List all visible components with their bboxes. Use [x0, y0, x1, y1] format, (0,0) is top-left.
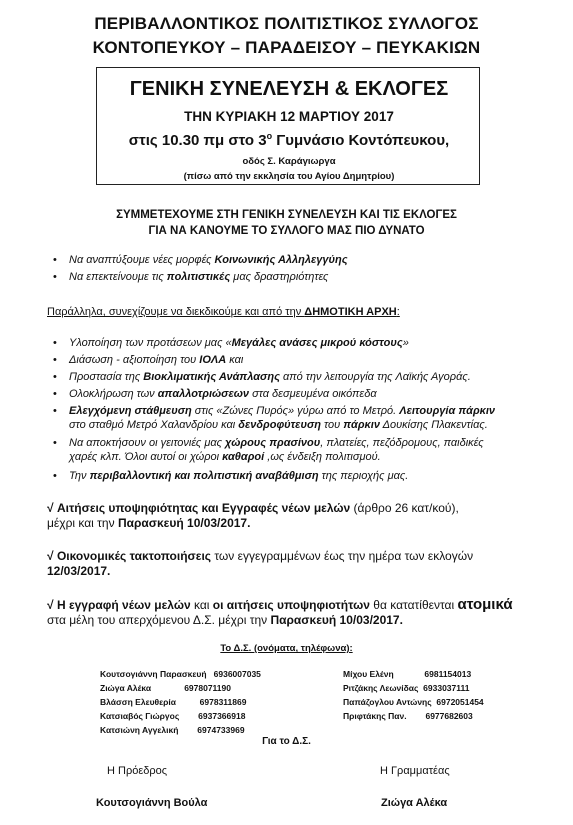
event-time-place: στις 10.30 πμ στο $3^o$ Γυμνάσιο Κοντόπευκου,	[128, 131, 450, 149]
notice-payments: √ Οικονομικές τακτοποιήσεις των εγγεγραμμένων έως την ημέρα των εκλογών 12/03/2017.	[47, 549, 474, 578]
org-name-line2: ΚΟΝΤΟΠΕΥΚΟΥ – ΠΑΡΑΔΕΙΣΟΥ – ΠΕΥΚΑΚΙΩΝ	[92, 38, 481, 57]
contact-row: Κατσιαβός Γιώργος 6937366918	[100, 711, 246, 721]
event-title: ΓΕΝΙΚΗ ΣΥΝΕΛΕΥΣΗ & ΕΚΛΟΓΕΣ	[129, 78, 449, 100]
demand-item: • Ολοκλήρωση των απαλλοτριώσεων στα δεσμευμένα οικόπεδα	[53, 388, 377, 400]
event-landmark: (πίσω από την εκκλησία του Αγίου Δημητρίου)	[183, 171, 395, 182]
demand-item: • Διάσωση - αξιοποίηση του ΙΟΛΑ και	[53, 354, 244, 366]
parallel-heading: Παράλληλα, συνεχίζουμε να διεκδικούμε και από την ΔΗΜΟΤΙΚΗ ΑΡΧΗ:	[47, 306, 400, 318]
demand-item: • Την περιβαλλοντική και πολιτιστική αναβάθμιση της περιοχής μας.	[53, 470, 409, 482]
demand-item: • Να αποκτήσουν οι γειτονιές μας χώρους πρασίνου, πλατείες, πεζόδρομους, παιδικές χαρές κλπ. Όλοι αυτοί οι χώροι καθαροί ,ως ένδειξη πολιτισμού.	[53, 437, 484, 463]
contact-row: Κουτσογιάννη Παρασκευή 6936007035	[100, 669, 261, 679]
demand-item: • Υλοποίηση των προτάσεων μας «Μεγάλες ανάσες μικρού κόστους»	[53, 337, 409, 349]
contact-row: Βλάσση Ελευθερία 6978311869	[100, 697, 247, 707]
president-name: Κουτσογιάννη Βούλα	[96, 797, 208, 809]
secretary-name: Ζιώγα Αλέκα	[381, 797, 448, 809]
contact-row: Παπάζογλου Αντώνης 6972051454	[343, 697, 484, 707]
event-date: ΤΗΝ ΚΥΡΙΑΚΗ 12 ΜΑΡΤΙΟΥ 2017	[184, 109, 394, 124]
for-board-label: Για το Δ.Σ.	[262, 736, 311, 747]
goal-item: • Να αναπτύξουμε νέες μορφές Κοινωνικής Αλληλεγγύης	[53, 254, 348, 266]
board-heading: Το Δ.Σ. (ονόματα, τηλέφωνα):	[220, 643, 353, 654]
call-line1: ΣΥΜΜΕΤΕΧΟΥΜΕ ΣΤΗ ΓΕΝΙΚΗ ΣΥΝΕΛΕΥΣΗ ΚΑΙ ΤΙΣ ΕΚΛΟΓΕΣ	[116, 209, 457, 221]
president-title: Η Πρόεδρος	[107, 765, 168, 777]
call-line2: ΓΙΑ ΝΑ ΚΑΝΟΥΜΕ ΤΟ ΣΥΛΛΟΓΟ ΜΑΣ ΠΙΟ ΔΥΝΑΤΟ	[148, 225, 425, 237]
contact-row: Πριφτάκης Παν. 6977682603	[343, 711, 473, 721]
contact-row: Ζιώγα Αλέκα 6978071190	[100, 683, 231, 693]
notice-individual: √ Η εγγραφή νέων μελών και οι αιτήσεις υποψηφιοτήτων θα κατατίθενται ατομικά στα μέλη του απερχόμενου Δ.Σ. μέχρι την Παρασκευή 10/03/2017.	[47, 596, 513, 627]
org-name-line1: ΠΕΡΙΒΑΛΛΟΝΤΙΚΟΣ ΠΟΛΙΤΙΣΤΙΚΟΣ ΣΥΛΛΟΓΟΣ	[94, 14, 479, 33]
secretary-title: Η Γραμματέας	[380, 765, 450, 777]
demand-item: • Προστασία της Βιοκλιματικής Ανάπλασης από την λειτουργία της Λαϊκής Αγοράς.	[53, 371, 471, 383]
demand-item: • Ελεγχόμενη στάθμευση στις «Ζώνες Πυρός» γύρω από το Μετρό. Λειτουργία πάρκιν στο σταθμό Μετρό Χαλανδρίου και δενδροφύτευση του πάρκιν Δουκίσης Πλακεντίας.	[53, 405, 496, 431]
contact-row: Ριτζάκης Λεωνίδας 6933037111	[343, 683, 470, 693]
contact-row: Κατσιώνη Αγγελική 6974733969	[100, 725, 245, 735]
event-street: οδός Σ. Καράγιωργα	[242, 156, 336, 167]
board-right-list	[343, 667, 543, 723]
event-box	[96, 67, 480, 185]
board-left-list	[100, 667, 280, 737]
notice-applications: √ Αιτήσεις υποψηφιότητας και Εγγραφές νέων μελών (άρθρο 26 κατ/κού), μέχρι και την Παρασκευή 10/03/2017.	[47, 501, 459, 530]
contact-row: Μίχου Ελένη 6981154013	[343, 669, 472, 679]
goal-item: • Να επεκτείνουμε τις πολιτιστικές μας δραστηριότητες	[53, 271, 329, 283]
